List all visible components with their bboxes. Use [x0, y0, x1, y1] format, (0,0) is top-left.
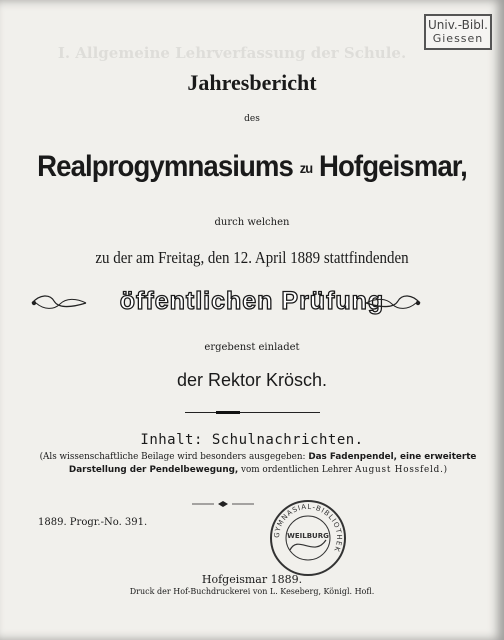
- jahresbericht-heading: Jahresbericht: [187, 70, 317, 95]
- bleed-through-text: I. Allgemeine Lehrverfassung der Schule.: [57, 44, 407, 62]
- divider-rule: [185, 412, 320, 413]
- seal-ring-text: GYMNASIAL-BIBLIOTHEK: [272, 502, 344, 554]
- library-stamp-line1: Univ.-Bibl.: [428, 18, 488, 32]
- rektor-line: der Rektor Krösch.: [176, 370, 328, 390]
- divider-accent: [216, 411, 240, 414]
- supplement-note-line1: (Als wissenschaftliche Beilage wird besonders ausgegeben: Das Fadenpendel, eine erweiterte: [39, 452, 477, 462]
- zu-word: zu: [299, 160, 313, 177]
- contents-heading: Inhalt: Schulnachrichten.: [140, 432, 364, 448]
- durch-welchen-line: durch welchen: [214, 217, 290, 228]
- school-name: Realprogymnasiums: [37, 150, 293, 183]
- library-stamp-line2: Giessen: [432, 32, 484, 45]
- printer-line: Druck der Hof-Buchdruckerei von L. Keseberg, Königl. Hofl.: [129, 587, 375, 596]
- des-word: des: [244, 114, 260, 124]
- school-title: [20, 150, 484, 184]
- place-year-line: Hofgeismar 1889.: [201, 573, 303, 586]
- ergebenst-line: ergebenst einladet: [204, 342, 300, 353]
- supplement-note-line2: Darstellung der Pendelbewegung, vom ordentlichen Lehrer August Hossfeld.): [68, 465, 448, 475]
- small-dash-ornament: [190, 500, 256, 508]
- right-flourish-ornament: [364, 292, 422, 314]
- program-catalog-number: 1889. Progr.-No. 391.: [38, 517, 148, 528]
- town-name: Hofgeismar,: [318, 150, 467, 183]
- library-stamp: [424, 14, 492, 50]
- date-line: zu der am Freitag, den 12. April 1889 stattfindenden: [95, 248, 409, 267]
- seal-center-text: WEILBURG: [287, 532, 329, 540]
- pruefung-heading: öffentlichen Prüfung: [119, 287, 385, 315]
- library-seal-stamp: [268, 498, 348, 578]
